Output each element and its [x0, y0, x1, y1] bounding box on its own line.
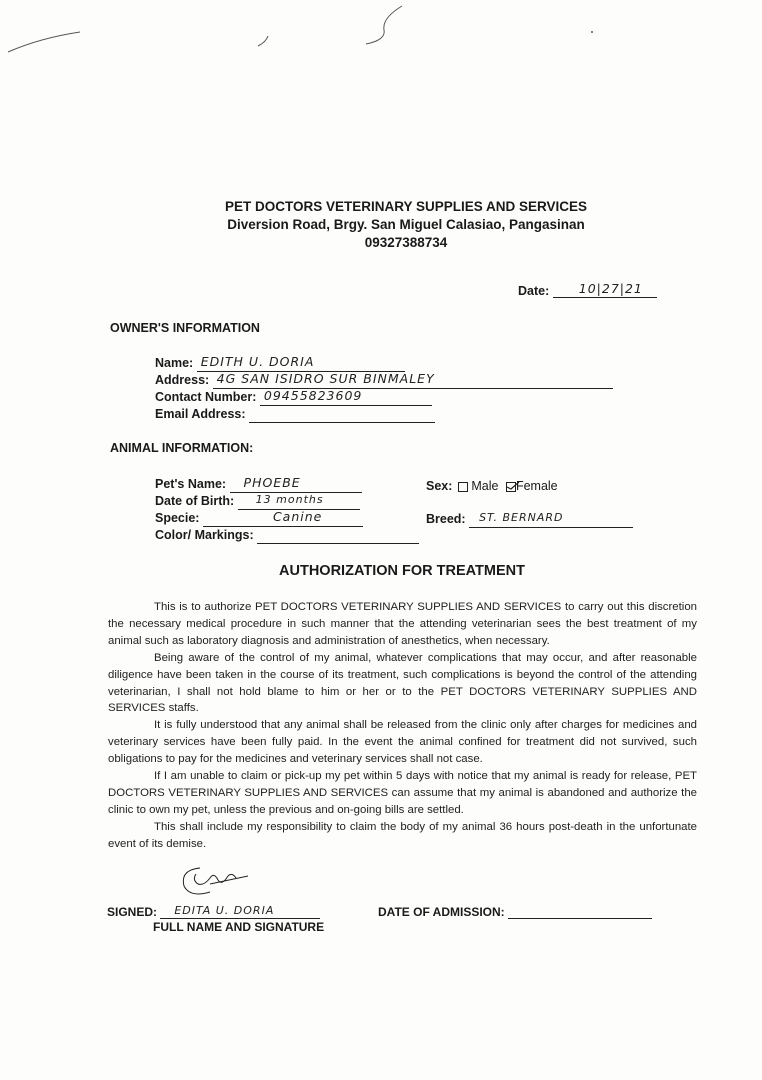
- signed-label: SIGNED:: [107, 905, 158, 919]
- owner-name-value: EDITH U. DORIA: [200, 354, 315, 369]
- date-field[interactable]: [553, 282, 657, 298]
- owner-email-row: [155, 406, 435, 423]
- authorization-body: [108, 599, 697, 853]
- sex-row: [426, 478, 558, 495]
- dob-label: Date of Birth:: [155, 494, 235, 508]
- date-label: Date:: [518, 284, 550, 298]
- owner-address-label: Address:: [155, 373, 210, 387]
- dob-row: [155, 493, 360, 510]
- checkmark-icon: [506, 481, 520, 491]
- authorization-paragraph: This shall include my responsibility to claim the body of my animal 36 hours post-death in the unfortunate event of its demise.: [108, 820, 697, 850]
- authorization-paragraph: If I am unable to claim or pick-up my pet within 5 days with notice that my animal is ready for release, PET DOCTORS VETERINARY SUPPLIES AND SERVICES can assume that my animal is abandoned and authorize the clinic to own my pet, unless the previous and on-going bills are settled.: [108, 770, 697, 816]
- clinic-header: [0, 198, 762, 252]
- color-field[interactable]: [257, 528, 419, 544]
- date-value: 10|27|21: [578, 281, 643, 296]
- signed-row: [107, 903, 320, 919]
- owner-contact-label: Contact Number:: [155, 390, 257, 404]
- pet-name-label: Pet's Name:: [155, 477, 227, 491]
- authorization-title: AUTHORIZATION FOR TREATMENT: [279, 563, 525, 579]
- animal-section-title: ANIMAL INFORMATION:: [110, 441, 254, 455]
- owner-email-label: Email Address:: [155, 407, 246, 421]
- authorization-paragraph: It is fully understood that any animal shall be released from the clinic only after charges for medicines and veterinary services have been fully paid. In the event the animal confined for treatment did not survived, such obligations to pay for the medicines and veterinary services shall not case.: [108, 719, 697, 766]
- sex-male-checkbox[interactable]: [458, 482, 468, 492]
- handwritten-signature: [170, 862, 260, 902]
- owner-section-title: OWNER'S INFORMATION: [110, 321, 260, 335]
- date-row: [518, 282, 657, 298]
- breed-value: ST. BERNARD: [479, 511, 564, 524]
- owner-contact-field[interactable]: [260, 390, 432, 406]
- color-row: [155, 527, 419, 544]
- clinic-phone: 09327388734: [364, 235, 448, 250]
- owner-contact-row: [155, 389, 432, 406]
- dob-value: 13 months: [255, 493, 324, 506]
- breed-field[interactable]: [469, 512, 633, 528]
- authorization-paragraph: Being aware of the control of my animal, whatever complications that may occur, and after reasonable diligence have been taken in the course of its treatment, such complications is beyond the control of the attending veterinarian, I shall not hold blame to him or her or to the PET DOCTORS VETERINARY SUPPLIES AND SERVICES staffs.: [108, 651, 697, 715]
- clinic-address: Diversion Road, Brgy. San Miguel Calasiao, Pangasinan: [227, 217, 585, 232]
- sex-male-label: Male: [471, 479, 499, 493]
- color-label: Color/ Markings:: [155, 528, 254, 542]
- specie-row: [155, 510, 363, 527]
- sex-label: Sex:: [426, 479, 453, 493]
- specie-field[interactable]: [203, 511, 363, 527]
- breed-row: [426, 511, 633, 528]
- breed-label: Breed:: [426, 512, 466, 526]
- owner-name-label: Name:: [155, 356, 194, 370]
- authorization-paragraph: This is to authorize PET DOCTORS VETERINARY SUPPLIES AND SERVICES to carry out this discretion the necessary medical procedure in such manner that the attending veterinarian sees the best treatment of my animal such as laboratory diagnosis and administration of anesthetics, when necessary.: [108, 601, 697, 647]
- full-name-label: FULL NAME AND SIGNATURE: [153, 920, 325, 934]
- sex-female-label: Female: [515, 479, 558, 493]
- admission-row: [378, 903, 652, 919]
- pet-name-value: PHOEBE: [243, 475, 301, 490]
- clinic-name: PET DOCTORS VETERINARY SUPPLIES AND SERVICES: [224, 199, 588, 214]
- signed-field[interactable]: [160, 903, 320, 919]
- owner-email-field[interactable]: [249, 407, 435, 423]
- admission-field[interactable]: [508, 903, 652, 919]
- owner-address-value: 4G SAN ISIDRO SUR BINMALEY: [216, 371, 435, 386]
- signed-value: EDITA U. DORIA: [174, 904, 275, 917]
- scan-marks: [0, 0, 762, 90]
- owner-contact-value: 09455823609: [263, 388, 363, 403]
- owner-address-row: [155, 372, 613, 389]
- specie-value: Canine: [272, 509, 323, 524]
- specie-label: Specie:: [155, 511, 200, 525]
- admission-label: DATE OF ADMISSION:: [378, 905, 505, 919]
- sex-female-checkbox[interactable]: [506, 482, 516, 492]
